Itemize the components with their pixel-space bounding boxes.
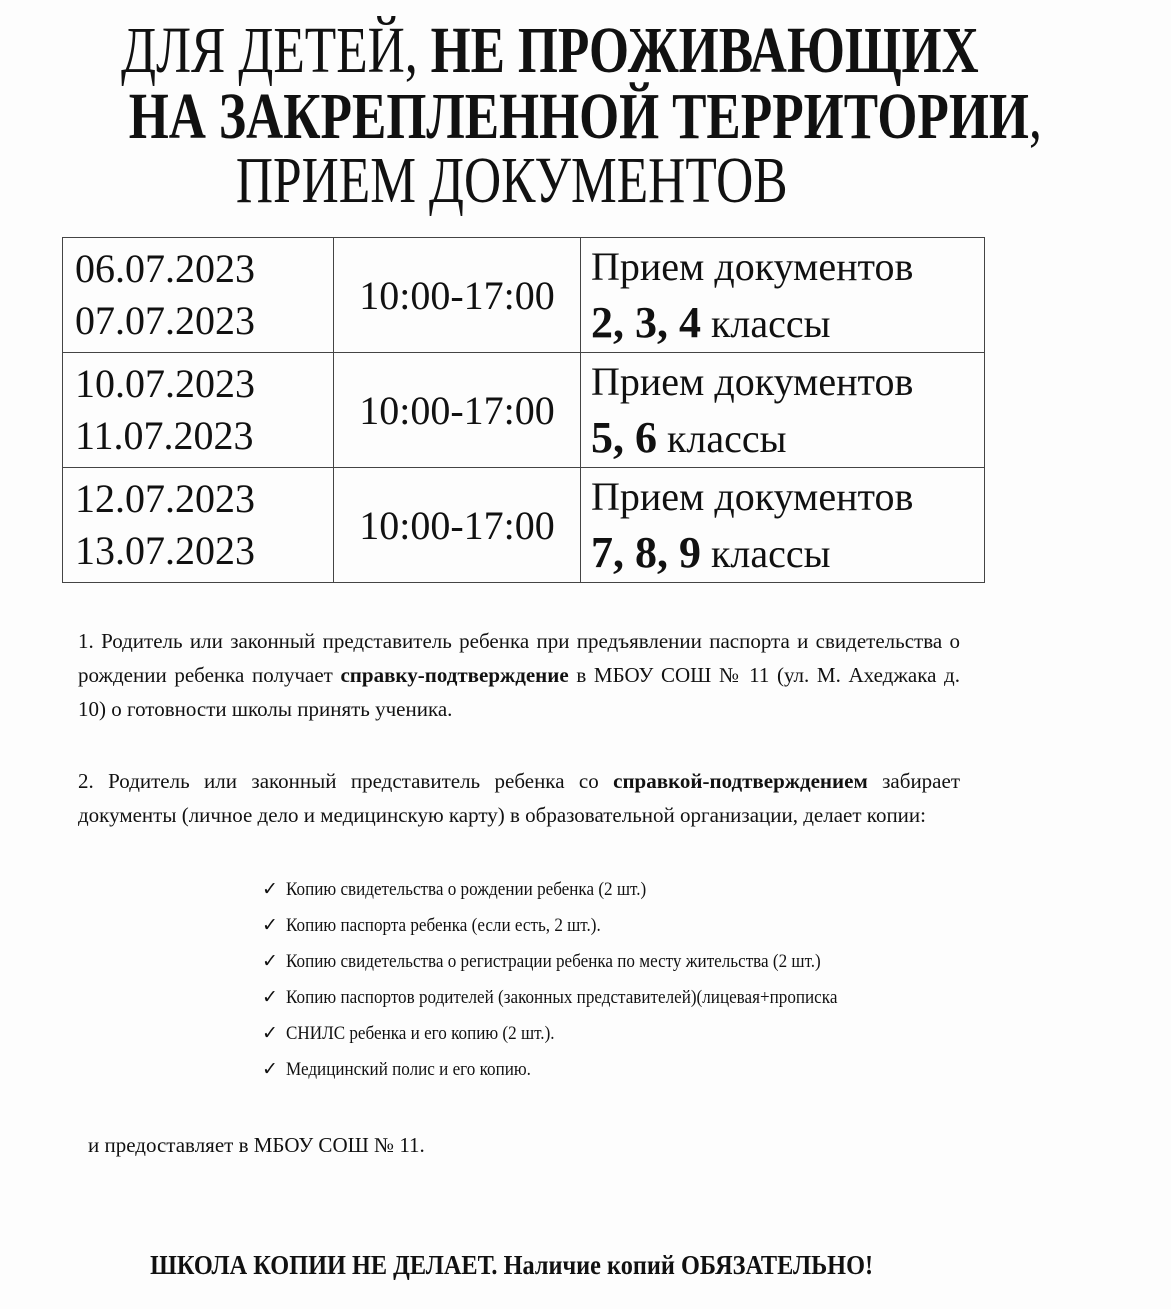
footer-part-3: ОБЯЗАТЕЛЬНО! bbox=[681, 1250, 874, 1280]
title-comma: , bbox=[1028, 80, 1042, 153]
grades: 2, 3, 4 bbox=[591, 297, 701, 347]
grades-cell bbox=[581, 353, 985, 468]
checkmark-icon: ✓ bbox=[262, 987, 278, 1008]
checkmark-icon: ✓ bbox=[262, 1023, 278, 1044]
title-line-3 bbox=[0, 144, 1024, 217]
checklist-text: СНИЛС ребенка и его копию (2 шт.). bbox=[286, 1023, 555, 1044]
dates-cell bbox=[63, 468, 334, 583]
date: 12.07.2023 bbox=[75, 476, 255, 521]
date: 10.07.2023 bbox=[75, 361, 255, 406]
grades-suffix: классы bbox=[657, 415, 787, 461]
checkmark-icon: ✓ bbox=[262, 951, 278, 972]
checklist-item bbox=[262, 980, 1042, 1016]
title-bold: НЕ ПРОЖИВАЮЩИХ bbox=[430, 14, 979, 87]
checklist-text: Копию паспортов родителей (законных представителей)(лицевая+прописка bbox=[286, 987, 838, 1008]
checklist-text: Копию свидетельства о рождении ребенка (2 шт.) bbox=[286, 879, 647, 900]
checkmark-icon: ✓ bbox=[262, 915, 278, 936]
label: Прием документов bbox=[591, 358, 914, 404]
time-cell: 10:00-17:00 bbox=[334, 353, 581, 468]
checklist-item bbox=[262, 872, 1042, 908]
grades-cell bbox=[581, 468, 985, 583]
checklist-item bbox=[262, 1016, 1042, 1052]
paragraph-2 bbox=[78, 764, 960, 832]
para1-bold: справку-подтверждение bbox=[340, 663, 569, 687]
grades: 7, 8, 9 bbox=[591, 527, 701, 577]
footer-part-2: Наличие копий bbox=[497, 1250, 682, 1280]
date: 06.07.2023 bbox=[75, 246, 255, 291]
dates-cell bbox=[63, 238, 334, 353]
para1-text: 1. Родитель или законный представитель ребенка при предъявлении паспорта и свидетельства о рождении ребенка получает bbox=[78, 629, 960, 687]
label: Прием документов bbox=[591, 473, 914, 519]
title-line-2 bbox=[0, 80, 1042, 153]
title-line-1 bbox=[0, 14, 1024, 87]
para1-text-end: в МБОУ СОШ № 11 (ул. М. Ахеджака д. 10) о готовности школы принять ученика. bbox=[78, 663, 960, 721]
checklist-item bbox=[262, 1052, 1042, 1088]
date: 11.07.2023 bbox=[75, 413, 254, 458]
title-regular: ДЛЯ ДЕТЕЙ, bbox=[120, 14, 431, 87]
checklist-text: Копию паспорта ребенка (если есть, 2 шт.). bbox=[286, 915, 601, 936]
grades-suffix: классы bbox=[701, 300, 831, 346]
paragraph-1 bbox=[78, 624, 960, 726]
time-cell: 10:00-17:00 bbox=[334, 468, 581, 583]
footer-part-1: ШКОЛА КОПИИ НЕ ДЕЛАЕТ. bbox=[150, 1250, 498, 1280]
checklist-text: Копию свидетельства о регистрации ребенка по месту жительства (2 шт.) bbox=[286, 951, 821, 972]
checklist-item bbox=[262, 908, 1042, 944]
date: 07.07.2023 bbox=[75, 298, 255, 343]
para2-bold: справкой-подтверждением bbox=[613, 769, 868, 793]
date: 13.07.2023 bbox=[75, 528, 255, 573]
schedule-row bbox=[63, 238, 985, 353]
document-checklist bbox=[262, 872, 1042, 1088]
grades-suffix: классы bbox=[701, 530, 831, 576]
checkmark-icon: ✓ bbox=[262, 879, 278, 900]
title-line3-text: ПРИЕМ ДОКУМЕНТОВ bbox=[236, 144, 788, 217]
schedule-table bbox=[62, 237, 985, 583]
schedule-row bbox=[63, 353, 985, 468]
time-cell: 10:00-17:00 bbox=[334, 238, 581, 353]
label: Прием документов bbox=[591, 243, 914, 289]
dates-cell bbox=[63, 353, 334, 468]
grades-cell bbox=[581, 238, 985, 353]
footer-warning bbox=[0, 1250, 1024, 1281]
checkmark-icon: ✓ bbox=[262, 1059, 278, 1080]
title-bold-2: НА ЗАКРЕПЛЕННОЙ ТЕРРИТОРИИ bbox=[128, 80, 1029, 153]
checklist-text: Медицинский полис и его копию. bbox=[286, 1059, 531, 1080]
final-note: и предоставляет в МБОУ СОШ № 11. bbox=[88, 1133, 425, 1157]
para2-text: 2. Родитель или законный представитель ребенка со bbox=[78, 769, 614, 793]
para2-text-end: забирает документы (личное дело и медицинскую карту) в образовательной организации, делает копии: bbox=[78, 769, 960, 827]
schedule-row bbox=[63, 468, 985, 583]
grades: 5, 6 bbox=[591, 412, 657, 462]
checklist-item bbox=[262, 944, 1042, 980]
